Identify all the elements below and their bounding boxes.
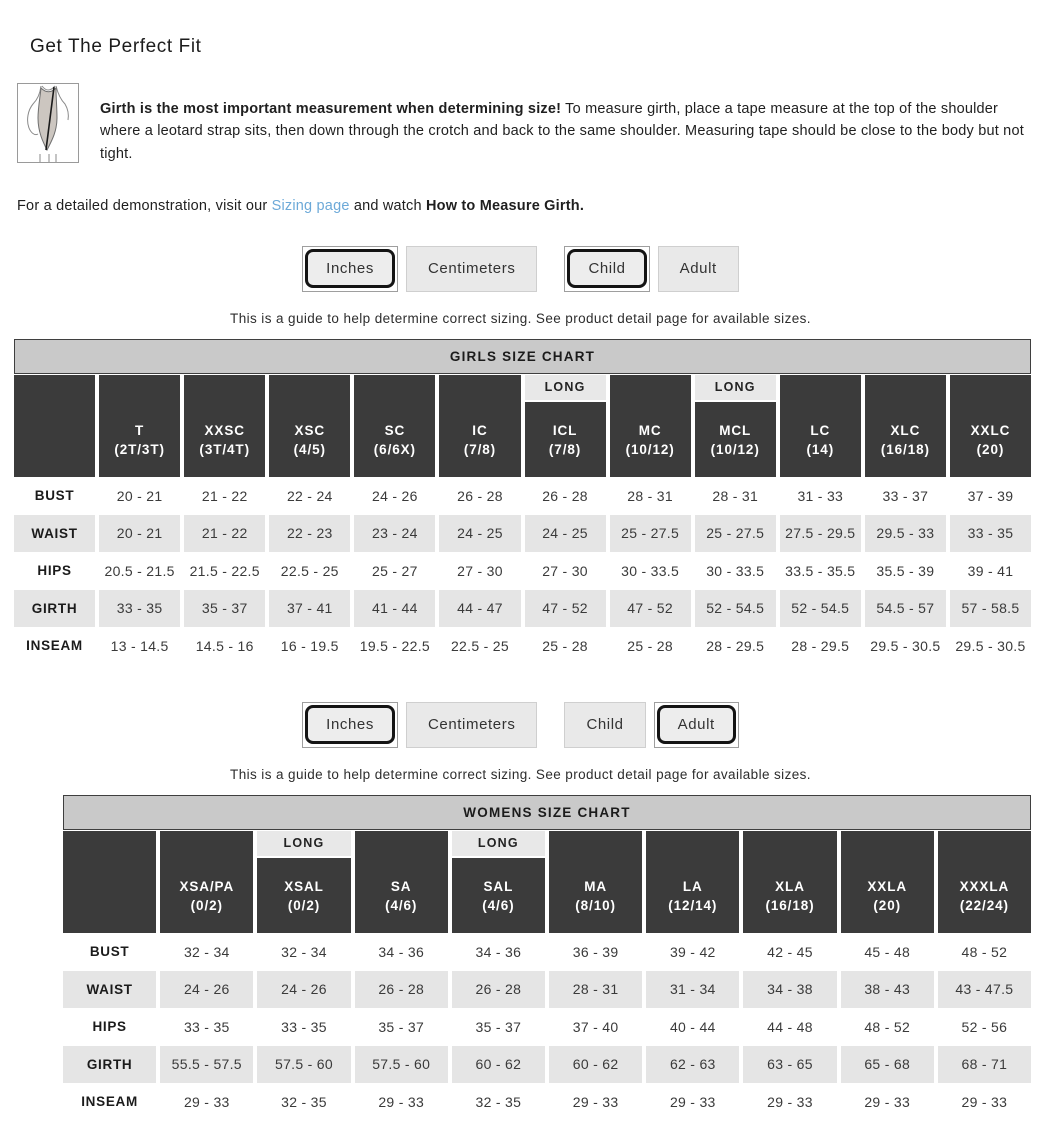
long-badge: LONG (695, 375, 776, 400)
long-badge: LONG (257, 831, 350, 856)
size-cell: 44 - 48 (767, 1018, 813, 1035)
size-cell: 29 - 33 (669, 1093, 716, 1110)
page-title: Get The Perfect Fit (30, 36, 202, 57)
column-header: XLA (16/18) (743, 831, 836, 933)
girth-intro-text: Girth is the most important measurement when determining size! To measure girth, place a tape measure at the top of the shoulder where a leotard strap sits, then down through the crotch and back to the same shoulder. Measuring tape should be close to the body but not tight. (100, 100, 1024, 162)
column-header: LONG XSAL (0/2) (257, 831, 350, 933)
size-cell: 24 - 25 (525, 515, 606, 553)
size-cell: 16 - 19.5 (280, 637, 339, 654)
size-cell: 42 - 45 (767, 943, 813, 960)
table-row (14, 515, 1031, 553)
size-cell: 21 - 22 (201, 487, 248, 504)
column-header: LONG MCL (10/12) (695, 375, 776, 477)
centimeters-button[interactable]: Centimeters (406, 246, 537, 292)
size-cell: 29 - 33 (572, 1093, 619, 1110)
column-header: T (2T/3T) (99, 375, 180, 477)
size-cell: 57.5 - 60 (257, 1046, 350, 1084)
size-cell: 25 - 28 (627, 637, 673, 654)
size-cell: 20.5 - 21.5 (104, 562, 175, 579)
girls-chart-toggles (0, 246, 1041, 292)
size-cell: 35 - 37 (475, 1018, 522, 1035)
size-cell: 54.5 - 57 (865, 590, 946, 628)
size-cell: 27.5 - 29.5 (780, 515, 861, 553)
table-header-row (14, 375, 1031, 477)
audience-toggle-group-girls (564, 246, 738, 292)
size-cell: 52 - 56 (961, 1018, 1008, 1035)
table-title: GIRLS SIZE CHART (14, 339, 1031, 374)
size-cell: 33 - 35 (281, 1018, 327, 1035)
sizing-guide-note: This is a guide to help determine correct sizing. See product detail page for available sizes. (230, 766, 811, 782)
size-cell: 37 - 39 (967, 487, 1014, 504)
child-button[interactable]: Child (564, 702, 645, 748)
size-cell: 35 - 37 (378, 1018, 425, 1035)
size-cell: 21 - 22 (184, 515, 265, 553)
column-header: LONG ICL (7/8) (525, 375, 606, 477)
size-cell: 25 - 27.5 (610, 515, 691, 553)
table-row (14, 552, 1031, 590)
size-cell: 60 - 62 (452, 1046, 545, 1084)
size-cell: 25 - 27.5 (695, 515, 776, 553)
size-cell: 40 - 44 (669, 1018, 716, 1035)
size-cell: 20 - 21 (99, 515, 180, 553)
child-button[interactable]: Child (564, 246, 649, 292)
size-cell: 24 - 26 (160, 971, 253, 1009)
size-cell: 38 - 43 (841, 971, 934, 1009)
row-label: WAIST (14, 515, 95, 553)
size-cell: 29 - 33 (378, 1093, 425, 1110)
size-cell: 21.5 - 22.5 (189, 562, 260, 579)
sizing-page-link[interactable]: Sizing page (271, 197, 350, 214)
how-to-measure-girth-label: How to Measure Girth. (425, 197, 585, 214)
column-header: IC (7/8) (439, 375, 520, 477)
demo-line: For a detailed demonstration, visit our Sizing page and watch How to Measure Girth. (17, 197, 585, 214)
row-label: INSEAM (81, 1094, 138, 1110)
size-cell: 44 - 47 (439, 590, 520, 628)
size-cell: 32 - 34 (281, 943, 327, 960)
size-cell: 37 - 40 (572, 1018, 619, 1035)
column-header: XXSC (3T/4T) (184, 375, 265, 477)
womens-size-chart (63, 795, 1031, 1121)
leotard-measure-icon (17, 83, 79, 163)
column-header: SC (6/6X) (354, 375, 435, 477)
size-cell: 34 - 36 (475, 943, 522, 960)
size-cell: 39 - 42 (669, 943, 716, 960)
column-header: XSC (4/5) (269, 375, 350, 477)
size-cell: 29 - 33 (183, 1093, 230, 1110)
size-cell: 25 - 28 (542, 637, 588, 654)
size-cell: 13 - 14.5 (110, 637, 169, 654)
size-cell: 31 - 34 (646, 971, 739, 1009)
long-badge: LONG (452, 831, 545, 856)
size-cell: 24 - 26 (257, 971, 350, 1009)
size-cell: 43 - 47.5 (938, 971, 1031, 1009)
row-label: HIPS (92, 1019, 127, 1035)
size-cell: 45 - 48 (864, 943, 911, 960)
size-cell: 22.5 - 25 (450, 637, 509, 654)
column-header: MA (8/10) (549, 831, 642, 933)
size-cell: 37 - 41 (269, 590, 350, 628)
size-cell: 57 - 58.5 (950, 590, 1031, 628)
size-cell: 52 - 54.5 (695, 590, 776, 628)
size-cell: 35.5 - 39 (876, 562, 935, 579)
table-header-row (63, 831, 1031, 933)
girth-intro-section (17, 83, 1041, 180)
sizing-guide-note: This is a guide to help determine correct sizing. See product detail page for available sizes. (230, 310, 811, 326)
size-cell: 52 - 54.5 (780, 590, 861, 628)
size-cell: 34 - 36 (378, 943, 425, 960)
size-cell: 22 - 24 (286, 487, 333, 504)
size-cell: 22 - 23 (269, 515, 350, 553)
size-cell: 29 - 33 (864, 1093, 911, 1110)
column-header: XXLC (20) (950, 375, 1031, 477)
size-cell: 48 - 52 (961, 943, 1008, 960)
inches-button[interactable]: Inches (302, 702, 398, 748)
table-row (14, 477, 1031, 515)
size-cell: 62 - 63 (646, 1046, 739, 1084)
table-row (63, 1083, 1031, 1121)
size-cell: 28 - 31 (549, 971, 642, 1009)
size-cell: 27 - 30 (542, 562, 588, 579)
size-cell: 31 - 33 (797, 487, 844, 504)
row-label: BUST (34, 488, 75, 504)
unit-toggle-group-womens (302, 702, 537, 748)
table-row (14, 590, 1031, 628)
long-badge: LONG (525, 375, 606, 400)
size-cell: 34 - 38 (743, 971, 836, 1009)
column-header: LA (12/14) (646, 831, 739, 933)
row-label: INSEAM (26, 638, 83, 654)
size-cell: 33 - 35 (183, 1018, 230, 1035)
row-label: WAIST (63, 971, 156, 1009)
size-cell: 30 - 33.5 (621, 562, 680, 579)
womens-chart-toggles (0, 702, 1041, 748)
size-cell: 25 - 27 (372, 562, 418, 579)
size-cell: 63 - 65 (743, 1046, 836, 1084)
size-cell: 29.5 - 33 (865, 515, 946, 553)
size-cell: 26 - 28 (452, 971, 545, 1009)
column-header: XSA/PA (0/2) (160, 831, 253, 933)
size-cell: 29 - 33 (961, 1093, 1008, 1110)
size-cell: 35 - 37 (184, 590, 265, 628)
size-cell: 27 - 30 (457, 562, 503, 579)
row-label: BUST (89, 944, 130, 960)
table-row (14, 627, 1031, 665)
size-cell: 57.5 - 60 (355, 1046, 448, 1084)
size-cell: 28 - 31 (712, 487, 759, 504)
girls-size-chart (14, 339, 1031, 665)
size-cell: 29 - 33 (767, 1093, 813, 1110)
size-cell: 24 - 26 (372, 487, 418, 504)
audience-toggle-group-womens (564, 702, 738, 748)
size-cell: 26 - 28 (355, 971, 448, 1009)
size-cell: 28 - 29.5 (706, 637, 765, 654)
size-cell: 20 - 21 (116, 487, 163, 504)
size-cell: 36 - 39 (572, 943, 619, 960)
size-cell: 19.5 - 22.5 (359, 637, 430, 654)
size-cell: 33 - 35 (99, 590, 180, 628)
size-cell: 33.5 - 35.5 (785, 562, 856, 579)
column-header: LONG SAL (4/6) (452, 831, 545, 933)
size-cell: 28 - 29.5 (791, 637, 850, 654)
size-cell: 23 - 24 (354, 515, 435, 553)
size-cell: 24 - 25 (439, 515, 520, 553)
column-header: XLC (16/18) (865, 375, 946, 477)
column-header: LC (14) (780, 375, 861, 477)
size-cell: 68 - 71 (938, 1046, 1031, 1084)
size-cell: 65 - 68 (841, 1046, 934, 1084)
column-header: XXLA (20) (841, 831, 934, 933)
size-cell: 47 - 52 (525, 590, 606, 628)
size-cell: 32 - 34 (183, 943, 230, 960)
table-row (63, 1046, 1031, 1084)
size-cell: 30 - 33.5 (706, 562, 765, 579)
adult-button[interactable]: Adult (658, 246, 739, 292)
header-corner-cell (63, 831, 156, 933)
table-row (63, 1008, 1031, 1046)
size-cell: 60 - 62 (549, 1046, 642, 1084)
unit-toggle-group-girls (302, 246, 537, 292)
column-header: XXXLA (22/24) (938, 831, 1031, 933)
table-row (63, 971, 1031, 1009)
column-header: MC (10/12) (610, 375, 691, 477)
row-label: GIRTH (63, 1046, 156, 1084)
adult-button[interactable]: Adult (654, 702, 739, 748)
size-cell: 14.5 - 16 (195, 637, 254, 654)
size-cell: 33 - 35 (950, 515, 1031, 553)
size-cell: 47 - 52 (610, 590, 691, 628)
size-cell: 32 - 35 (281, 1093, 327, 1110)
size-cell: 26 - 28 (542, 487, 588, 504)
size-cell: 22.5 - 25 (280, 562, 339, 579)
size-cell: 41 - 44 (354, 590, 435, 628)
size-cell: 48 - 52 (864, 1018, 911, 1035)
size-cell: 32 - 35 (475, 1093, 522, 1110)
centimeters-button[interactable]: Centimeters (406, 702, 537, 748)
size-cell: 29.5 - 30.5 (870, 637, 941, 654)
size-cell: 26 - 28 (457, 487, 503, 504)
table-title: WOMENS SIZE CHART (63, 795, 1031, 830)
size-cell: 28 - 31 (627, 487, 673, 504)
size-cell: 39 - 41 (967, 562, 1014, 579)
header-corner-cell (14, 375, 95, 477)
row-label: HIPS (37, 563, 72, 579)
inches-button[interactable]: Inches (302, 246, 398, 292)
girth-intro-bold: Girth is the most important measurement when determining size! (100, 100, 562, 117)
size-cell: 55.5 - 57.5 (160, 1046, 253, 1084)
table-row (63, 933, 1031, 971)
column-header: SA (4/6) (355, 831, 448, 933)
size-cell: 29.5 - 30.5 (955, 637, 1026, 654)
row-label: GIRTH (14, 590, 95, 628)
size-cell: 33 - 37 (882, 487, 929, 504)
